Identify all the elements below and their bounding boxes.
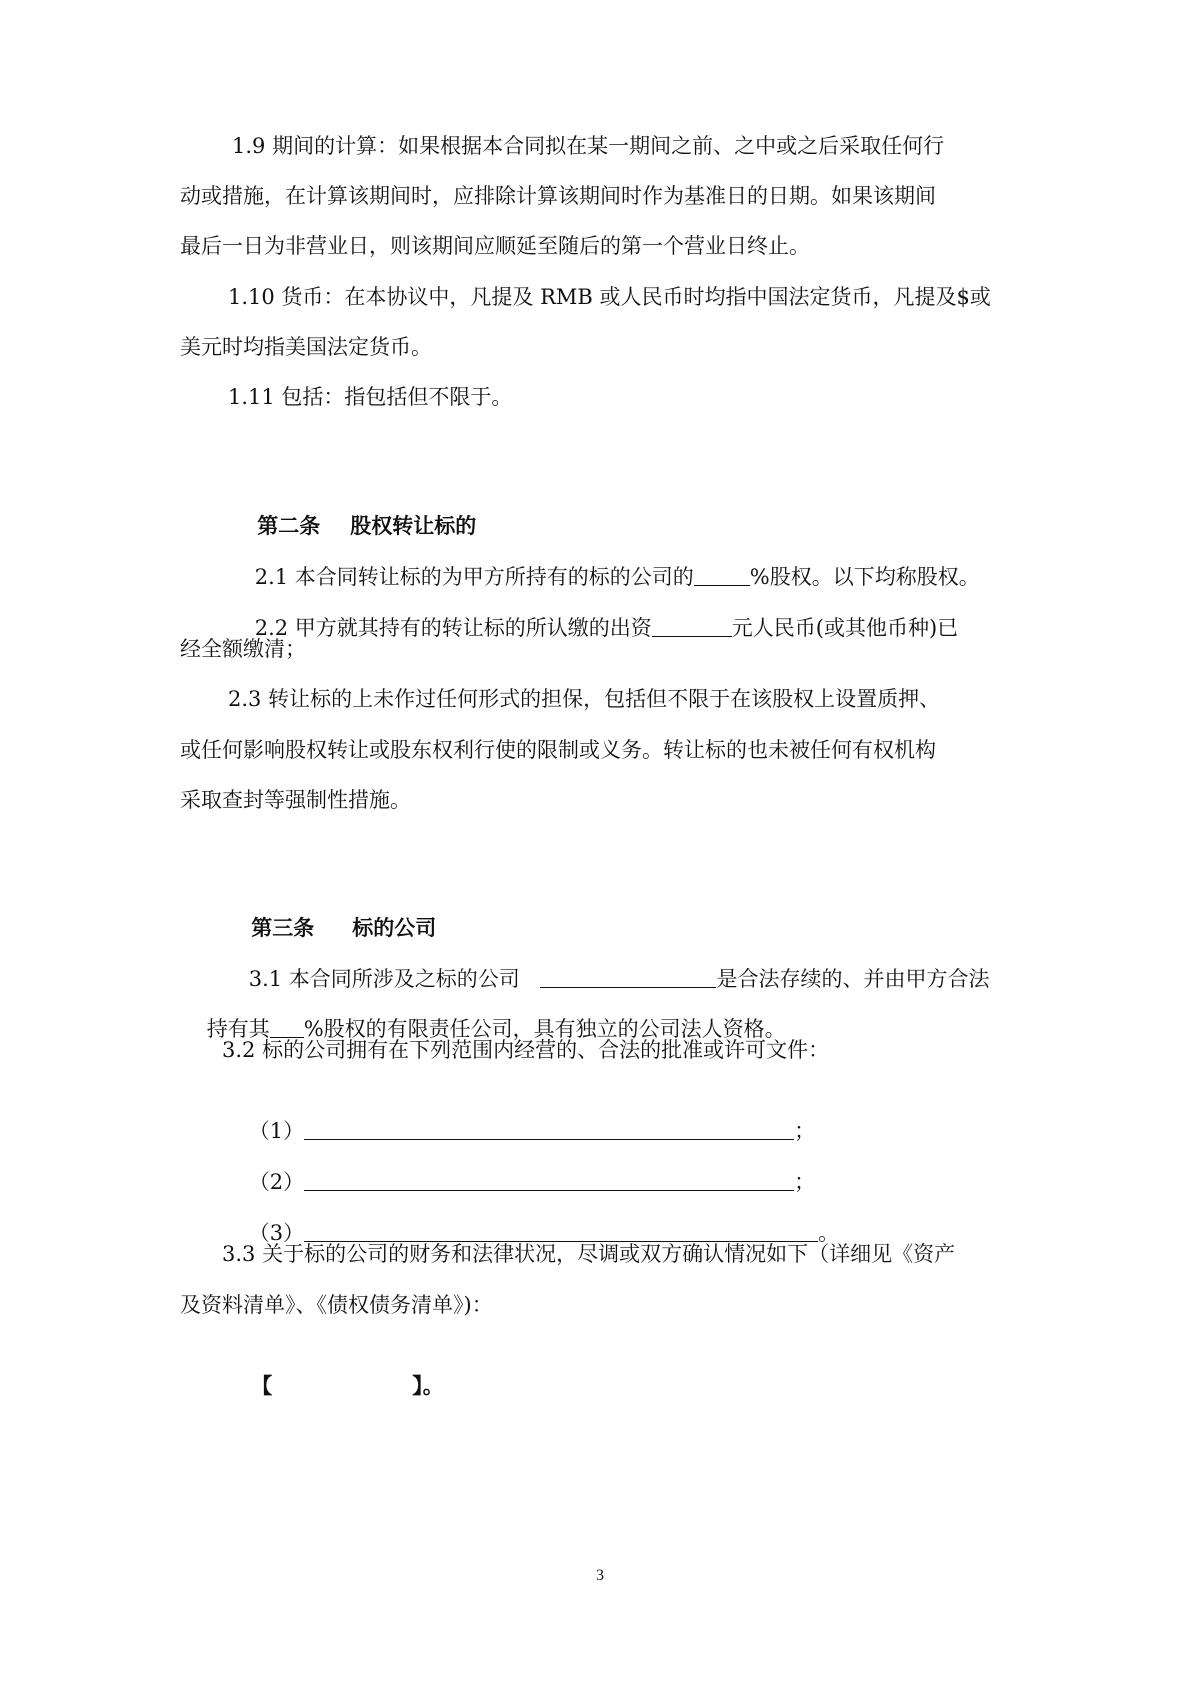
paragraph-3-2: 3.2 标的公司拥有在下列范围内经营的、合法的批准或许可文件： xyxy=(222,1038,830,1062)
bracket-close: 】。 xyxy=(412,1373,444,1398)
paragraph-3-1-after: 是合法存续的、并由甲方合法 xyxy=(716,967,990,991)
paragraph-2-1-before: 2.1 本合同转让标的为甲方所持有的标的公司的 xyxy=(254,565,694,589)
paragraph-3-3-line-1: 3.3 关于标的公司的财务和法律状况，尽调或双方确认情况如下（详细见《资产 xyxy=(222,1242,956,1266)
permit-item-2-label: （2） xyxy=(248,1170,305,1194)
paragraph-2-1-after: %股权。以下均称股权。 xyxy=(749,565,980,589)
section-2-title: 股权转让标的 xyxy=(350,513,477,538)
permit-item-3-end: 。 xyxy=(818,1221,840,1245)
paragraph-1-10-line-1: 1.10 货币：在本协议中，凡提及 RMB 或人民币时均指中国法定货币，凡提及$或 xyxy=(228,285,991,309)
paragraph-2-2-line-1 xyxy=(228,583,958,673)
paragraph-1-9-line-1: 1.9 期间的计算：如果根据本合同拟在某一期间之前、之中或之后采取任何行 xyxy=(232,134,945,158)
permit-item-3-label: （3） xyxy=(248,1221,305,1245)
paragraph-1-10-line-2: 美元时均指美国法定货币。 xyxy=(180,335,432,359)
paragraph-1-9-line-3: 最后一日为非营业日，则该期间应顺延至随后的第一个营业日终止。 xyxy=(180,234,810,258)
financial-status-placeholder xyxy=(222,1341,444,1431)
section-3-title: 标的公司 xyxy=(352,915,437,940)
paragraph-3-3-line-2: 及资料清单》、《债权债务清单》)： xyxy=(180,1293,493,1317)
paragraph-3-1-line2-before: 持有其 xyxy=(206,1017,270,1041)
permit-item-1-end: ； xyxy=(794,1119,816,1143)
section-3-number: 第三条 xyxy=(251,915,315,940)
paragraph-3-1-line2-after: %股权的有限责任公司，具有独立的公司法人资格。 xyxy=(303,1017,786,1041)
paragraph-3-1-before: 3.1 本合同所涉及之标的公司 xyxy=(248,967,527,991)
paragraph-2-3-line-3: 采取查封等强制性措施。 xyxy=(180,788,411,812)
capital-amount-blank[interactable] xyxy=(652,614,732,637)
bracket-open: 【 xyxy=(251,1373,273,1398)
paragraph-2-3-line-2: 或任何影响股权转让或股东权利行使的限制或义务。转让标的也未被任何有权机构 xyxy=(180,738,936,762)
permit-item-2-end: ； xyxy=(794,1170,816,1194)
paragraph-1-9-line-2: 动或措施，在计算该期间时，应排除计算该期间时作为基准日的日期。如果该期间 xyxy=(180,184,936,208)
paragraph-1-11: 1.11 包括：指包括但不限于。 xyxy=(228,385,513,409)
paragraph-2-2-before: 2.2 甲方就其持有的转让标的所认缴的出资 xyxy=(254,616,652,640)
page-number: 3 xyxy=(596,1567,604,1584)
permit-item-1-label: （1） xyxy=(248,1119,305,1143)
paragraph-2-2-line-2: 经全额缴清； xyxy=(180,637,306,661)
paragraph-2-2-after: 元人民币(或其他币种)已 xyxy=(731,616,959,640)
paragraph-2-3-line-1: 2.3 转让标的上未作过任何形式的担保，包括但不限于在该股权上设置质押、 xyxy=(228,687,941,711)
section-2-number: 第二条 xyxy=(257,513,321,538)
